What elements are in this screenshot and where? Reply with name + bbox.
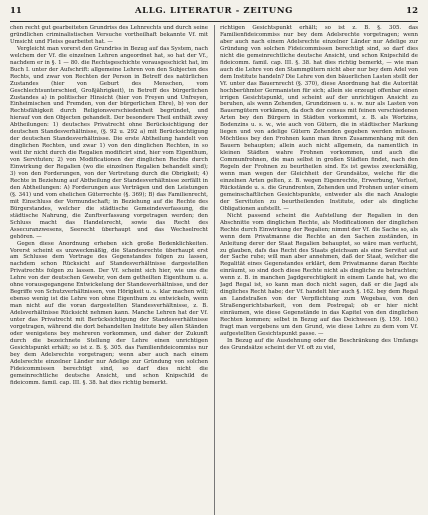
paragraph: Gegen diese Anordnung erheben sich große Bedenklichkeiten. Vorerst scheint es unzweckmäßig, die Standesrechte überhaupt erst am Schlusse dem Vortrage des Gegenstandes folgen zu lassen, nachdem schon Rücksicht auf Standesverhältnisse dargestellten Privatrechts folgen zu lassen. Der Vf. scheint sich hier, wie uns die Lehre von der deutschen Gewehr, von dem getheilten Eigenthum u. a. ohne vorausgegangene Entwickelung der Standesverhältnisse, und der Begriffe von Schutzverhältnissen, von Hörigkeit u. s. klar machen will; ebenso wenig ist die Lehre von ohne Eigenthum zu entwickeln, wenn man nicht auf die voran dargestellten Standesverhältnisse, z. B. Adelsverhältnisse Rücksicht nehmen kann. Manche Lehren hat der Vf. unter das Privatrecht mit Berücksichtigung der Standesverhältnisse vorgetragen, während die dort behandelten Institute bey allen Ständen oder wenigstens bey mehreren vorkommen, und daher der Zukunft durch die bezeichnete Stellung der Lehre einen unrichtigen Gesichtspunkt erhält; so ist z. B. §. 305. das Familienfideicommiss nur bey dem Adelsrechte vorgetragen; wenn aber auch nach einem Adelsrechte einzelner Länder nur Adelige zur Gründung von solchen Fideicommissen berechtigt sind, so darf dies nicht die gemeinrechtliche deutsche Ansicht, und schon Knipschild de fideicomm. famil. cap. III. §. 38. hat dies richtig bemerkt. bbox=[10, 240, 208, 386]
header-rule bbox=[10, 21, 418, 22]
text-columns bbox=[10, 25, 418, 515]
paragraph: chen recht gut gearbeiteten Grundriss des Lehnrechts und durch seine gründlichen criminalistischen Versuche vortheilhaft bekannte Vf. mit Umsicht und Fleiss gearbeitet hat. — bbox=[10, 25, 208, 45]
page-header bbox=[10, 6, 418, 18]
column-divider bbox=[214, 25, 215, 515]
page-number-right: 12 bbox=[406, 6, 418, 16]
page-number-left: 11 bbox=[10, 6, 22, 16]
paragraph: Nicht passend scheint die Aufstellung der Regalien in den Abschnitte vom dinglichen Rechte, als Modificationen der dinglichen Rechte durch Einwirkung der Regalien; nimmt der Vf. die Sache so, als wenn dem Privatmanne die Rechte an den Sachen zuständen, in Anleitung derer der Staat Regalien behauptet, so wäre man verfucht, zu glauben, dafs das Recht des Staats gleichsam als eine Servitut auf der Sache ruhe; will man aber annehmen, daß der Staat, welcher die Regalität eines Gegenstandes erklärt, dem Privatmanne daran Rechte einräumt, so sind doch diese Rechte nicht als dingliche zu betrachten; wenn z. B. in manchen Jagdgerechtigkeit in einem Lande hat, wo die Jagd Regal ist, so kann man doch nicht sagen, daß er die Jagd als dingliches Recht habe; der Vf. handelt hier auch §. 162. bey dem Regal an Landstraßen von der Verpflichtung zum Wegebau, von den Straßengerichtsbarkeit, von dem Postregal; ob er hier nicht einräumen, wie diese Gegenstände in das Kapitel von den dinglichen Rechten kommen; selbst in Bezug auf das Deichwesen (§. 159. 160.) fragt man vergebens um den Grund, wie diese Lehre zu dem vom Vf. aufgestellten Gesichtspunkt passe. — bbox=[220, 212, 418, 337]
text-column-right bbox=[220, 25, 418, 515]
journal-title: ALLG. LITERATUR - ZEITUNG bbox=[134, 6, 294, 16]
paragraph: Vergleicht man vorerst den Grundriss in Bezug auf das System, nach welchem der Vf. die einzelnen Lehren angeordnet hat, so hat der Vf., nachdem er in §. 1 — 80. die Rechtsgeschichte vorausgeschickt hat, im Buch I. unter der Aufschrift: allgemeine Lehren von den Subjecten des Rechts, und zwar von Rechten der Person in Betreff des natürlichen Zustandes (hier von Geburt des Menschen, vom Geschlechtsunterschied, Großjährigkeit), in Betreff des bürgerlichen Zustandes a) in politischer Hinsicht (hier von Freyen und Unfreyen, Einheimischen und Fremden, von der bürgerlichen Ehre), b) von der Rechtsfähigkeit durch Religionsverschiedenheit begründet, und hierauf von den Objecten gehandelt. Der besondere Theil enthält zwey Abtheilungen: 1) deutsches Privatrecht ohne Berücksichtigung der deutschen Standesverhältnisse, (§. 92 u. 292 a) mit Berücksichtigung der deutschen Standesverhältnisse. Die erste Abtheilung handelt von dinglichen Rechten, und zwar 1) von den dinglichen Rechten, in so weit ihr nicht durch die Regalien modificirt sind, hier vom Eigenthum, von Servituten; 2) von Modificationen der dinglichen Rechte durch Einwirkung der Regalien (wo die einzelnen Regalien behandelt sind); 3) von den Forderungen, von der Vertretung durch die Obrigkeit; 4) Rechte in Beziehung auf Abtheilung der Standesverhältnisse zerfällt in den Abtheilungen: A) Forderungen aus Verträgen und den Leistungen (§. 341) und vom ehelichen Güterrechte (§. 369); B) das Familienrecht, mit Einschluss der Vormundschaft; in Beziehung auf die Rechte des Bürgerstandes, welcher die städtische Gemeindeverfassung, die städtische Nahrung, die Zunftverfassung vorgetragen werden; den Schluss macht das Handelsrecht, sowie das Recht des Assecuranzwesens, Seerecht überhaupt und das Wechselrecht gehören. — bbox=[10, 45, 208, 240]
paragraph: In Bezug auf die Ausdehnung oder die Beschränkung des Umfangs des Grundsätze scheint der Vf. oft zu viel, bbox=[220, 337, 418, 351]
text-column-left bbox=[10, 25, 208, 515]
paragraph: richtigen Gesichtspunkt erhält; so ist z. B. §. 305. das Familienfideicommiss nur bey dem Adelsrechte vorgetragen; wenn aber auch nach einem Adelsrechte einzelner Länder nur Adelige zur Gründung von solchen Fideicommissen berechtigt sind, so darf dies nicht die gemeinrechtliche deutsche Ansicht, und schon Knipschild de fideicomm. famil. cap. III. §. 38. hat dies richtig bemerkt, — wie man auch die Lehre von den Stammgütern nicht aber nur bey dem Adel von dem Institute handeln? Die Lehre von den bäuerlichen Lasten stellt der Vf. unter das Bauernrecht (§. 370), diese Anordnung hat die Autorität hochberühmter Germanisten für sich; allein sie erzeugt offenbar einen irrigen Gesichtspunkt, und scheint auf der unrichtigen Ansicht zu beruhen, als wenn Zehenden, Grundzinsen u. s. w. nur als Lasten von Bauerngütern vorkämen, da doch der census mit feinen verschiedenen Arten bey den Bürgern in Städten vorkommt, z. B. als Wortzins, Bodenzins u. s. w., wie auch von Gütern, die in städtischer Markung liegen und von adelige Gütern Zehenden gegeben werden müssen. Möchtless bey den Frohnen kann man ihren Zusammenhang mit den Bauern behaupten; allein auch nicht allgemein, da namentlich in kleinen Städten wahre Frohnen vorkommen, und auch die Communfrohnen, die man selbst in großen Städten findet, nach den Regeln der Frohnen zu beurtheilen sind. Es ist gewiss zweckmäßig, wenn man wegen der Gleichheit der Grundsätze, welche für die einzelnen Arten gelten, z. B. wegen Eigenrechte, Erwerbung, Verlust, Rückstände u. s. die Grundrenten, Zehenden und Frohnen unter einem gemeinschaftlichen Gesichtspunkte, entweder als die nach Analogie der Servituten zu beurtheilenden Institute, oder als dingliche Obligationen aufstellt. — bbox=[220, 25, 418, 212]
